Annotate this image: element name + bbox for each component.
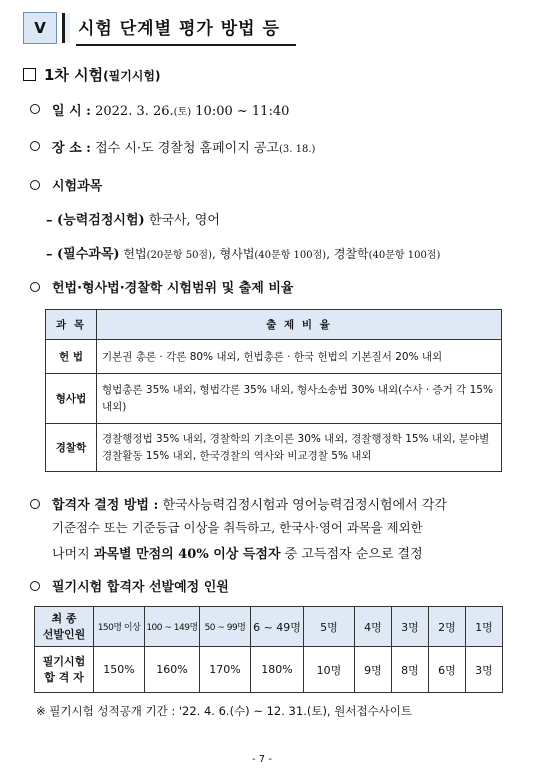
checkbox-square-icon [23, 68, 36, 81]
pass-text-3-bold: 과목별 만점의 40% 이상 득점자 [93, 547, 281, 562]
pass-line-1 [52, 494, 447, 513]
quota-cell: 160% [145, 647, 200, 693]
quota-cell: 170% [200, 647, 251, 693]
circle-bullet-icon [30, 499, 40, 509]
subject-constitution-note: (20문항 50점) [146, 250, 212, 261]
quota-cell: 6 ~ 49명 [251, 607, 304, 647]
score-release-note: ※ 필기시험 성적공개 기간 : '22. 4. 6.(수) ~ 12. 31.(토), 원서접수사이트 [36, 704, 412, 718]
quota-cell: 150명 이상 [94, 607, 145, 647]
table-row [46, 374, 502, 424]
scope-subject-cell: 형사법 [46, 374, 97, 424]
exam-date-value: 2022. 3. 26. [95, 104, 174, 119]
subject-item-aptitude-label: – (능력검정시험) [46, 213, 145, 228]
quota-row1-label [35, 607, 94, 647]
section-heading-text: 1차 시험 [44, 66, 104, 84]
quota-table [34, 606, 503, 693]
subject-criminal-law-note: (40문항 100점) [254, 250, 327, 261]
quota-title: 필기시험 합격자 선발예정 인원 [52, 580, 229, 595]
subject-item-required [46, 243, 440, 262]
pass-text-3-pre: 나머지 [52, 547, 90, 562]
scope-header-subject: 과 목 [46, 310, 97, 340]
subject-constitution: 헌법 [123, 247, 147, 261]
scope-header-ratio: 출 제 비 율 [97, 310, 502, 340]
scope-table-header-row [46, 310, 502, 340]
subjects-title: 시험과목 [52, 179, 103, 194]
subject-item-aptitude-value: 한국사, 영어 [148, 213, 220, 228]
quota-cell: 100 ~ 149명 [145, 607, 200, 647]
exam-place-value: 접수 시·도 경찰청 홈페이지 공고 [95, 141, 280, 156]
pass-line-2: 기준점수 또는 기준등급 이상을 취득하고, 한국사·영어 과목을 제외한 [52, 520, 423, 535]
quota-row1-label-b: 선발인원 [42, 627, 86, 641]
page-title: 시험 단계별 평가 방법 등 [78, 18, 280, 39]
quota-cell: 10명 [304, 647, 355, 693]
exam-place-line [52, 137, 315, 156]
table-row [35, 607, 503, 647]
scope-subject-cell: 헌 법 [46, 340, 97, 374]
pass-line-3 [52, 543, 423, 562]
quota-cell: 4명 [354, 607, 391, 647]
quota-cell: 9명 [354, 647, 391, 693]
section-heading-subtitle: (필기시험) [103, 69, 161, 83]
scope-title: 헌법·형사법·경찰학 시험범위 및 출제 비율 [52, 281, 294, 296]
circle-bullet-icon [30, 581, 40, 591]
pass-text-1: 한국사능력검정시험과 영어능력검정시험에서 각각 [162, 498, 447, 513]
subject-item-required-label: – (필수과목) [46, 247, 120, 262]
section-heading [23, 64, 160, 85]
scope-subject-cell: 경찰학 [46, 424, 97, 472]
table-row [46, 424, 502, 472]
header-accent-bar [62, 13, 70, 43]
exam-time: 10:00 ~ 11:40 [195, 104, 290, 119]
quota-cell: 5명 [304, 607, 355, 647]
circle-bullet-icon [30, 104, 40, 114]
scope-table [45, 309, 502, 472]
quota-cell: 180% [251, 647, 304, 693]
section-number-badge: V [23, 12, 57, 44]
pass-title: 합격자 결정 방법 : [52, 498, 159, 513]
exam-date-label: 일 시 : [52, 104, 91, 119]
exam-day: (토) [173, 107, 192, 118]
subject-police-science: , 경찰학 [326, 247, 369, 261]
circle-bullet-icon [30, 282, 40, 292]
pass-text-3-post: 중 고득점자 순으로 결정 [284, 547, 423, 562]
subject-item-aptitude [46, 209, 220, 228]
quota-cell: 3명 [465, 647, 502, 693]
quota-row2-label [35, 647, 94, 693]
circle-bullet-icon [30, 180, 40, 190]
quota-cell: 8명 [391, 647, 428, 693]
table-row [46, 340, 502, 374]
scope-ratio-cell: 형법총론 35% 내외, 형법각론 35% 내외, 형사소송법 30% 내외(수사 · 증거 각 15% 내외) [97, 374, 502, 424]
quota-cell: 1명 [465, 607, 502, 647]
subject-criminal-law: , 형사법 [212, 247, 255, 261]
scope-ratio-cell: 경찰행정법 35% 내외, 경찰학의 기초이론 30% 내외, 경찰행정학 15% 내외, 분야별 경찰활동 15% 내외, 한국경찰의 역사와 비교경찰 5% 내외 [97, 424, 502, 472]
quota-row1-label-a: 최 종 [51, 611, 77, 625]
circle-bullet-icon [30, 141, 40, 151]
exam-place-label: 장 소 : [52, 141, 91, 156]
quota-row2-label-b: 합 격 자 [44, 670, 84, 684]
subject-police-science-note: (40문항 100점) [368, 250, 441, 261]
exam-place-date: (3. 18.) [279, 144, 316, 155]
quota-cell: 50 ~ 99명 [200, 607, 251, 647]
quota-cell: 2명 [428, 607, 465, 647]
quota-cell: 6명 [428, 647, 465, 693]
exam-date-line [52, 100, 289, 119]
quota-cell: 150% [94, 647, 145, 693]
title-underline [76, 44, 296, 46]
scope-ratio-cell: 기본권 총론 · 각론 80% 내외, 헌법총론 · 한국 헌법의 기본질서 20% 내외 [97, 340, 502, 374]
page-number: - 7 - [252, 754, 272, 765]
table-row [35, 647, 503, 693]
quota-row2-label-a: 필기시험 [42, 654, 86, 668]
quota-cell: 3명 [391, 607, 428, 647]
